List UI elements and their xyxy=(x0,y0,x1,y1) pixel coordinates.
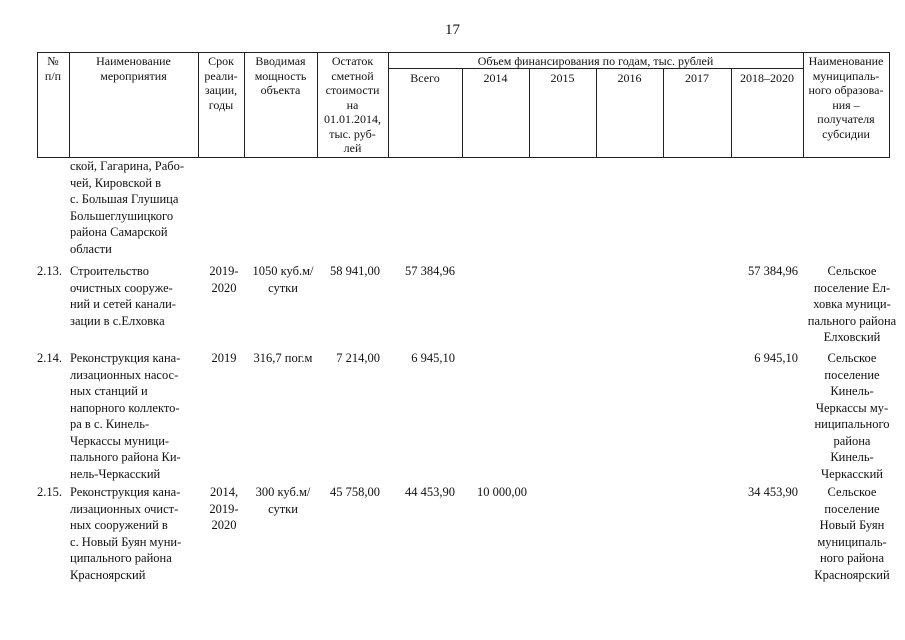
row-2018-2020: 34 453,90 xyxy=(748,485,798,499)
table-header xyxy=(37,52,890,158)
row-period: 2019- 2020 xyxy=(209,264,239,295)
row-balance: 58 941,00 xyxy=(330,264,380,278)
row-recipient: Сельское поселение Кинель- Черкассы му- ниципального района Кинель- Черкасский xyxy=(814,351,890,481)
header-2016: 2016 xyxy=(617,71,642,85)
row-name: Строительство очистных сооруже- ний и сетей канали- зации в с.Елховка xyxy=(70,264,176,328)
row-total: 57 384,96 xyxy=(405,264,455,278)
header-2014: 2014 xyxy=(483,71,508,85)
row-capacity: 300 куб.м/ сутки xyxy=(255,485,311,516)
header-funding-group: Объем финансирования по годам, тыс. рублей xyxy=(477,54,714,68)
header-total: Всего xyxy=(410,71,440,85)
row-2018-2020: 57 384,96 xyxy=(748,264,798,278)
header-2018-2020: 2018–2020 xyxy=(740,71,794,85)
header-vline xyxy=(889,52,890,158)
row-balance: 7 214,00 xyxy=(336,351,380,365)
header-num: № п/п xyxy=(44,54,62,83)
row-name: Реконструкция кана- лизационных очист- ных сооружений в с. Новый Буян муни- ципального района Красноярский xyxy=(70,485,182,582)
header-period: Срок реали- зации, годы xyxy=(204,54,238,112)
row-recipient: Сельское поселение Ел- ховка муници- пального района Елховский xyxy=(807,264,897,344)
continuation-name: ской, Гагарина, Рабо- чей, Кировской в с. Большая Глушица Большеглушицкого района Самарской области xyxy=(70,159,185,256)
header-capacity: Вводимая мощность объекта xyxy=(254,54,307,97)
header-2015: 2015 xyxy=(550,71,575,85)
row-total: 44 453,90 xyxy=(405,485,455,499)
header-balance: Остаток сметной стоимости на 01.01.2014, тыс. руб- лей xyxy=(324,54,381,155)
row-number: 2.15. xyxy=(37,485,62,499)
row-balance: 45 758,00 xyxy=(330,485,380,499)
row-capacity: 316,7 пог.м xyxy=(253,351,313,365)
row-recipient: Сельское поселение Новый Буян муниципаль- ного района Красноярский xyxy=(814,485,890,582)
row-period: 2019 xyxy=(211,351,237,365)
row-number: 2.14. xyxy=(37,351,62,365)
header-2017: 2017 xyxy=(685,71,709,85)
row-number: 2.13. xyxy=(37,264,62,278)
row-capacity: 1050 куб.м/ сутки xyxy=(252,264,314,295)
row-2014: 10 000,00 xyxy=(477,485,527,499)
header-name: Наименование мероприятия xyxy=(96,54,171,83)
header-recipient: Наименование муниципаль- ного образова- ния – получателя субсидии xyxy=(808,54,884,141)
row-total: 6 945,10 xyxy=(411,351,455,365)
row-2018-2020: 6 945,10 xyxy=(754,351,798,365)
row-name: Реконструкция кана- лизационных насос- ных станций и напорного коллекто- ра в с. Кинель- Черкассы муници- пального района Ки- нель-Черкасский xyxy=(70,351,181,481)
page-number: 17 xyxy=(445,22,460,38)
row-period: 2014, 2019- 2020 xyxy=(209,485,239,532)
